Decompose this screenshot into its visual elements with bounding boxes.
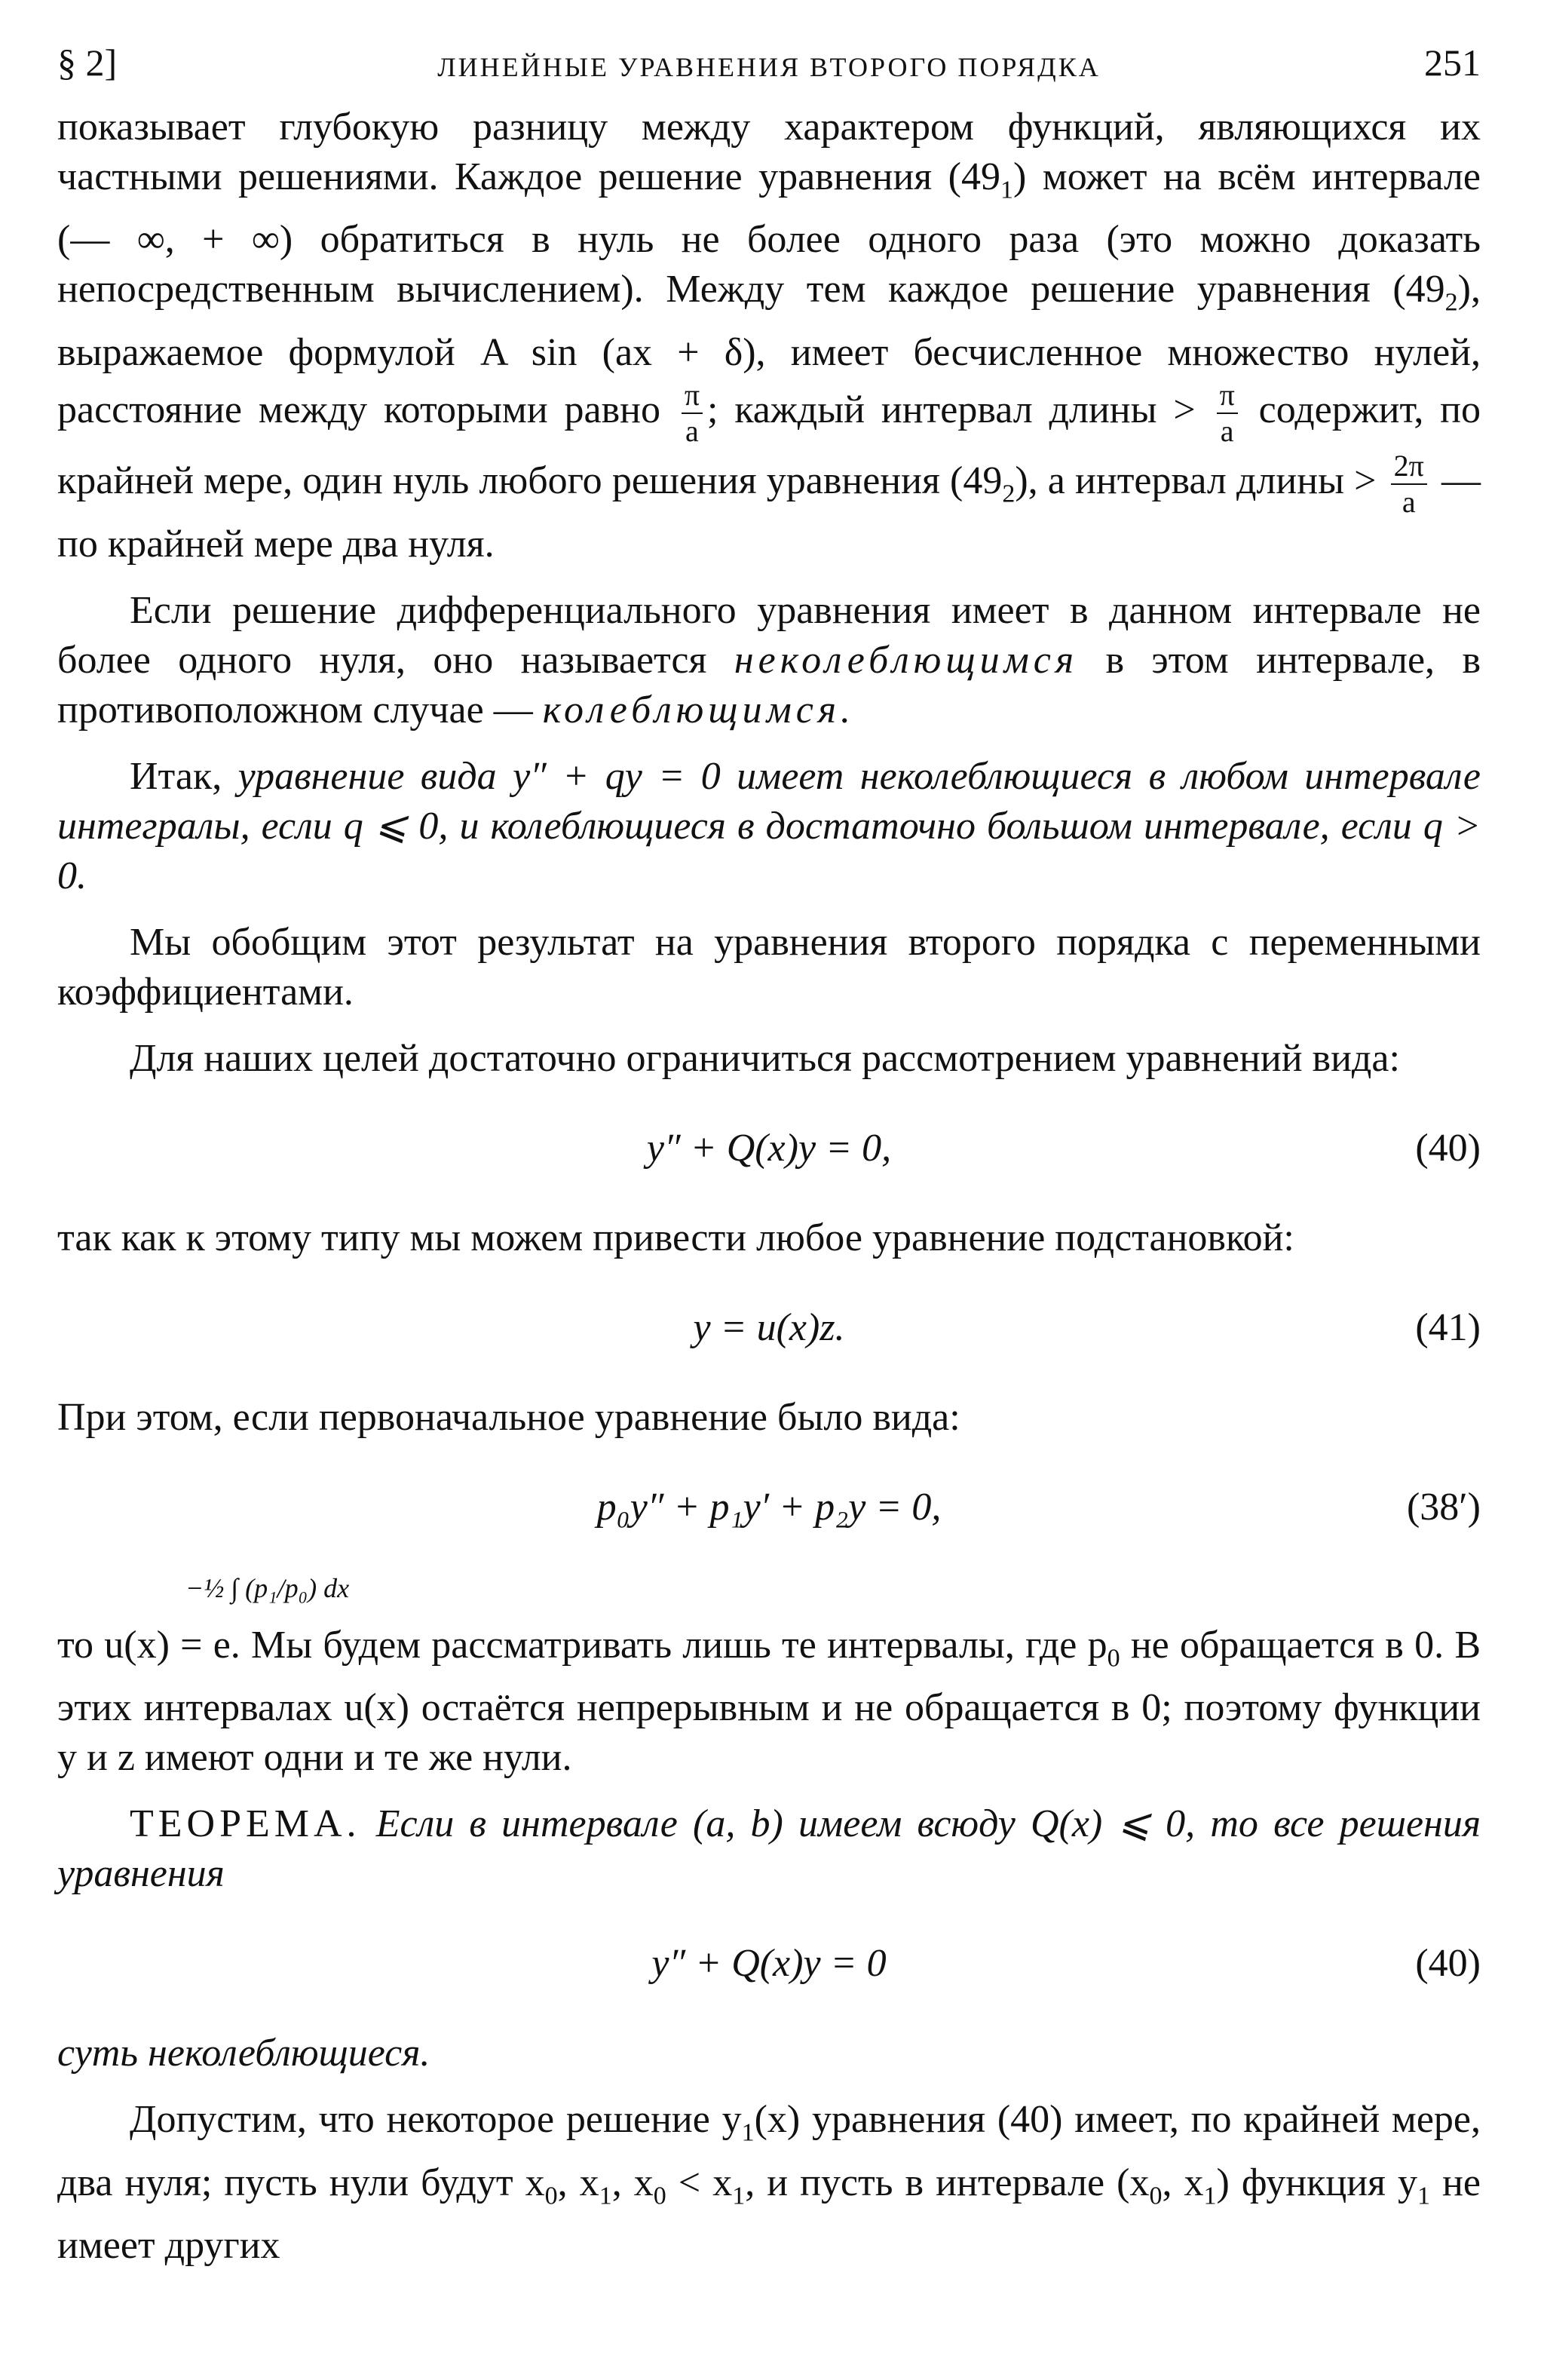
subscript: 0 <box>1149 2181 1163 2210</box>
text-run: ) функция y <box>1216 2161 1418 2204</box>
text-run: , x <box>1162 2161 1204 2204</box>
subscript: 1 <box>1000 176 1013 204</box>
text-run: , x <box>611 2161 654 2204</box>
fraction-denominator: a <box>1220 413 1234 448</box>
fraction-numerator: π <box>682 378 703 414</box>
fraction-denominator: a <box>1402 484 1416 519</box>
emphasis: колеблющимся. <box>542 688 856 731</box>
equation-expression: y″ + Q(x)y = 0 <box>651 1942 887 1986</box>
paragraph-5: Для наших целей достаточно ограничиться рассмотрением уравнений вида: <box>130 1036 1400 1080</box>
paragraph-3 <box>57 752 1481 901</box>
equation-41 <box>57 1296 1481 1360</box>
text-run: то u(x) = e <box>57 1623 231 1667</box>
section-marker: § 2] <box>57 41 118 84</box>
exponent-line <box>57 1572 1481 1621</box>
running-title: ЛИНЕЙНЫЕ УРАВНЕНИЯ ВТОРОГО ПОРЯДКА <box>437 52 1101 82</box>
equation-number: (41) <box>1415 1305 1481 1349</box>
equation-38-prime <box>57 1476 1481 1539</box>
fraction-numerator: π <box>1217 378 1238 414</box>
text-run: содержит, по крайней мере, один нуль любого решения уравнения (49 <box>57 388 1481 502</box>
theorem-text: Если в интервале (a, b) имеем всюду Q(x) ⩽ 0, то все решения уравнения <box>57 1802 1481 1896</box>
paragraph-9 <box>57 2029 1481 2078</box>
fraction-numerator: 2π <box>1391 449 1427 485</box>
equation-40 <box>57 1117 1481 1180</box>
paragraph-7: При этом, если первоначальное уравнение было вида: <box>57 1395 960 1439</box>
theorem-statement <box>57 1799 1481 1899</box>
running-header <box>57 35 1481 103</box>
paragraph-6: так как к этому типу мы можем привести любое уравнение подстановкой: <box>57 1216 1294 1259</box>
text-run: , и пусть в интервале (x <box>745 2161 1150 2204</box>
fraction-2pi-over-a <box>1391 449 1427 520</box>
subscript: 0 <box>544 2181 558 2210</box>
text-run: ), выражаемое формулой A sin (ax + δ), имеет бесчисленное множество нулей, расстояние между которыми равно <box>57 268 1481 431</box>
text-run: Если решение дифференциального уравнения имеет в данном интервале не более одного нуля, оно называется <box>57 588 1481 682</box>
text-run: < x <box>666 2161 733 2204</box>
equation-expression: y = u(x)z. <box>693 1305 845 1349</box>
text-run: не обращается в 0. В этих интервалах u(x) остаётся непрерывным и не обращается в 0; поэтому функции y и z имеют одни и те же нули. <box>57 1623 1481 1780</box>
emphasis: уравнение вида y″ + qy = 0 имеет неколеблющиеся в любом интервале интегралы, если q ⩽ 0, и колеблющиеся в достаточно большом интервале, если q > 0. <box>57 754 1481 897</box>
exponent-expression: −½ ∫ (p₁/p₀) dx <box>185 1572 350 1603</box>
subscript: 1 <box>1203 2181 1217 2210</box>
text-run: (x) уравнения (40) имеет, по крайней мере, два нуля; пусть нули будут x <box>57 2098 1481 2204</box>
subscript: 0 <box>653 2181 666 2210</box>
page-number: 251 <box>1424 41 1481 84</box>
text-run: Допустим, что некоторое решение y <box>130 2098 742 2142</box>
paragraph-4: Мы обобщим этот результат на уравнения второго порядка с переменными коэффициентами. <box>57 920 1481 1014</box>
paragraph-1 <box>57 103 1481 569</box>
fraction-pi-over-a <box>1217 378 1238 449</box>
text-run: в этом интервале, в противоположном случае — <box>57 638 1481 731</box>
subscript: 1 <box>599 2181 612 2210</box>
equation-number: (40) <box>1415 1942 1481 1986</box>
subscript: 1 <box>732 2181 746 2210</box>
text-run: ) может на всём интервале (— ∞, + ∞) обратиться в нуль не более одного раза (это можно доказать непосредственным вычислением). Между тем каждое решение уравнения (49 <box>57 155 1481 311</box>
text-run: . Мы будем рассматривать лишь те интервалы, где p <box>230 1623 1107 1667</box>
paragraph-10 <box>57 2095 1481 2271</box>
subscript: 2 <box>1444 288 1458 317</box>
paragraph-8 <box>57 1621 1481 1783</box>
text-run: ), а интервал длины > <box>1015 459 1386 502</box>
fraction-pi-over-a <box>682 378 703 449</box>
equation-number: (40) <box>1415 1126 1481 1170</box>
equation-40-repeat <box>57 1932 1481 1995</box>
text-run: показывает глубокую разницу между характером функций, являющихся их частными решениями. Каждое решение уравнения (49 <box>57 106 1481 198</box>
subscript: 1 <box>741 2118 755 2147</box>
fraction-denominator: a <box>685 413 699 448</box>
equation-number: (38′) <box>1406 1485 1481 1529</box>
emphasis: суть неколеблющиеся. <box>57 2032 430 2075</box>
text-run: ; каждый интервал длины > <box>707 388 1212 431</box>
text-run: Итак, <box>130 754 238 798</box>
equation-expression: p₀y″ + p₁y′ + p₂y = 0, <box>596 1485 942 1529</box>
subscript: 2 <box>1002 480 1016 508</box>
paragraph-2 <box>57 586 1481 735</box>
emphasis: неколеблющимся <box>734 638 1079 682</box>
theorem-label: ТЕОРЕМА. <box>130 1802 361 1846</box>
text-run: , x <box>557 2161 599 2204</box>
text-run: — по крайней мере два нуля. <box>57 459 1481 566</box>
subscript: 1 <box>1417 2181 1431 2210</box>
book-page <box>57 35 1481 2271</box>
text-run: не имеет других <box>57 2161 1481 2267</box>
equation-expression: y″ + Q(x)y = 0, <box>646 1126 892 1170</box>
subscript: 0 <box>1107 1644 1120 1673</box>
